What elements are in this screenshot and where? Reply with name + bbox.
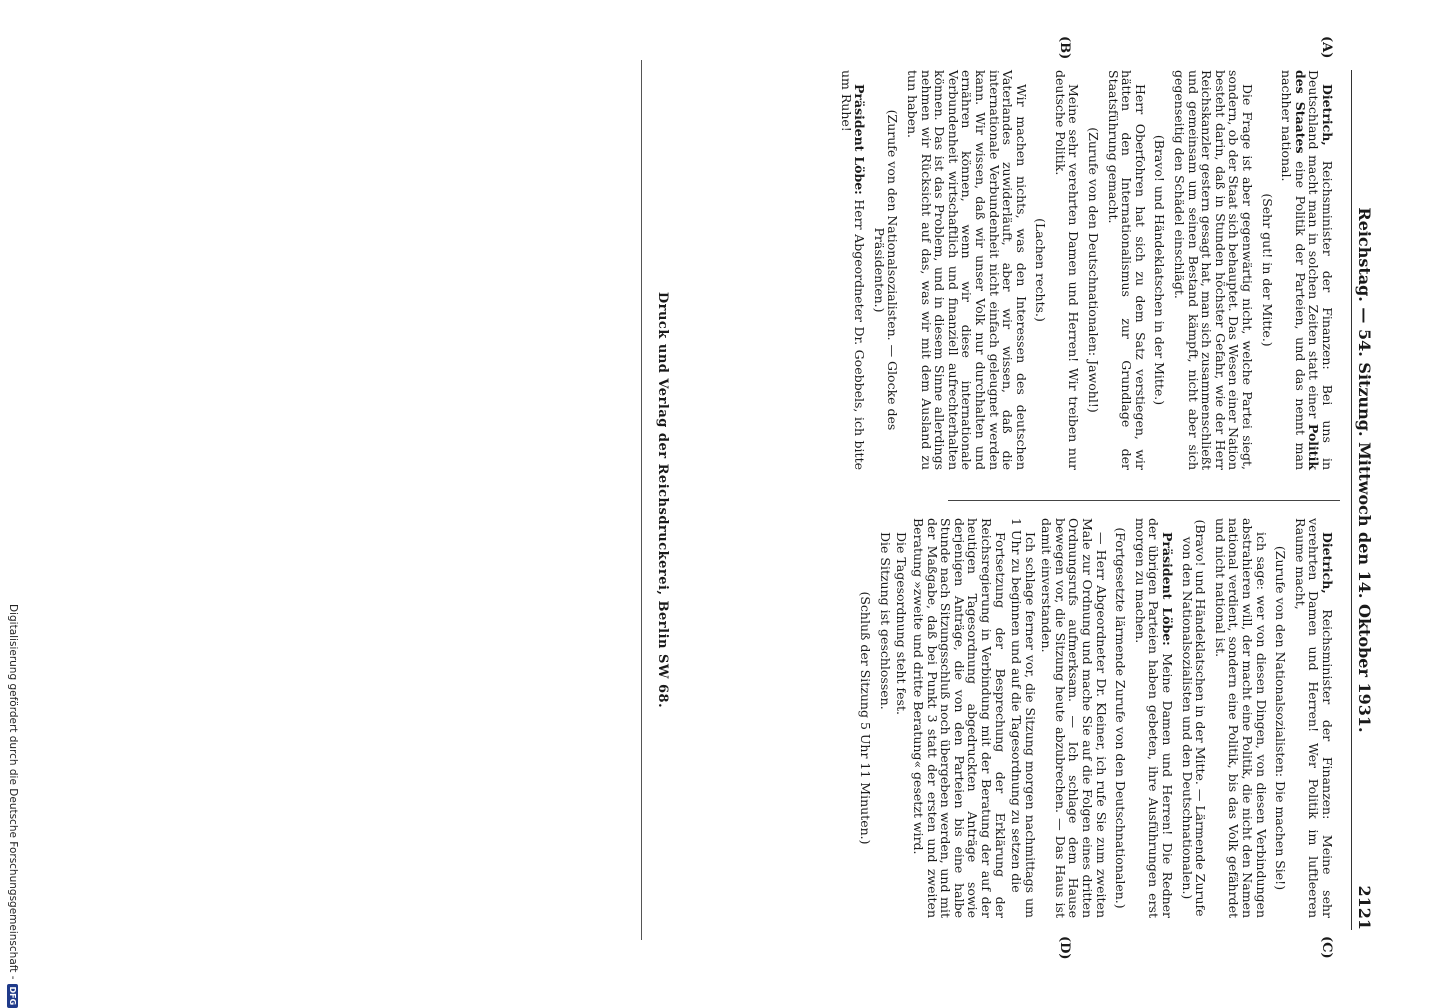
body-paragraph: — Herr Abgeordneter Dr. Kleiner, ich rufe Sie zum zweiten Male zur Ordnung und mache Sie auf die Folgen eines dritten Ordnungsrufs aufmerksam. — Ich schlage dem Hause bewegen vor, die Sitzung heute abzubrechen. — Das Haus ist damit einverstanden. <box>1039 518 1109 918</box>
margin-mark-c: (C) <box>1319 936 1334 959</box>
right-column <box>853 518 1334 918</box>
speech-text: eine Politik der Parteien, und das nennt man nachher national. <box>1279 70 1308 470</box>
left-column <box>836 70 1334 470</box>
speaker-name: Dietrich, <box>1320 532 1335 594</box>
page-number: 2121 <box>1355 885 1375 930</box>
margin-mark-b: (B) <box>1057 36 1072 60</box>
interjection: (Zurufe von den Nationalsozialisten: Die machen Sie!) <box>1273 545 1289 891</box>
margin-mark-d: (D) <box>1057 936 1072 960</box>
speaker-name: Präsident Löbe: <box>1160 532 1176 646</box>
emphasized-text: Politik des Staates <box>1292 70 1322 470</box>
body-paragraph: Die Tagesordnung steht fest. <box>894 532 910 715</box>
body-paragraph: Herr Oberfohren hat sich zu dem Satz verstiegen, wir hätten den Internationalismus zur Grundlage der Staatsführung gemacht. <box>1105 70 1148 470</box>
speech-text: Meine Damen und Herren! Die Redner der übrigen Parteien haben gebeten, ihre Ausführungen erst morgen zu machen. <box>1132 518 1176 918</box>
speech-paragraph <box>1293 518 1334 918</box>
speech-text: Reichsminister der Finanzen: Meine sehr verehrten Damen und Herren! Wer Politik im luftleeren Raume macht, <box>1292 518 1335 918</box>
interjection: (Zurufe von den Nationalsozialisten. — Glocke des Präsidenten.) <box>871 109 901 431</box>
digitization-credit <box>4 604 22 1006</box>
margin-mark-a: (A) <box>1319 36 1334 59</box>
interjection: (Bravo! und Händeklatschen in der Mitte. — Lärmende Zurufe von den Nationalsozialisten und den Deutschnationalen.) <box>1179 519 1209 917</box>
rotated-page-content <box>598 36 1378 960</box>
page-title: Reichstag. — 54. Sitzung. Mittwoch den 14. Oktober 1931. <box>1355 207 1375 733</box>
body-paragraph: Fortsetzung der Besprechung der Erklärung der Reichsregierung in Verbindung mit der Beratung der auf der heutigen Tagesordnung abgedruckten Anträge sowie derjenigen Anträge, die von den Parteien bis eine halbe Stunde nach Sitzungsschluß noch übergeben werden, und mit der Maßgabe, daß bei Punkt 3 statt der ersten und zweiten Beratung »zweite und dritte Beratung« gesetzt wird. <box>910 518 1008 918</box>
body-paragraph: Die Frage ist aber gegenwärtig nicht, welche Partei siegt, sondern, ob der Staat sich behauptet. Das Wesen einer Nation besteht darin, daß in Stunden höchster Gefahr, wie der Herr Reichskanzler gestern gesagt hat, man sich zusammenschließt und gemeinsam um seinen Bestand kämpft, nicht aber sich gegenseitig den Schädel einschlägt. <box>1172 70 1256 470</box>
interjection: (Fortgesetzte lärmende Zurufe von den Deutschnationalen.) <box>1113 527 1129 909</box>
column-divider <box>948 500 1340 501</box>
speaker-name: Dietrich, <box>1320 84 1335 146</box>
interjection: (Zurufe von den Deutschnationalen: Jawohl!) <box>1086 127 1102 413</box>
body-paragraph: Ich schlage ferner vor, die Sitzung morgen nachmittags um 1 Uhr zu beginnen und auf die Tagesordnung zu setzen die <box>1009 518 1038 918</box>
body-paragraph: ich sage: wer von diesen Dingen, von diesen Verbindungen abstrahieren will, der macht eine Politik, die nicht den Namen national verdient, sondern eine Politik, bis das Volk gefährdet und nicht national ist. <box>1212 518 1269 918</box>
body-paragraph: Meine sehr verehrten Damen und Herren! Wir treiben nur deutsche Politik. <box>1052 70 1082 470</box>
credit-text: Digitalisierung gefördert durch die Deutsche Forschungsgemeinschaft - <box>7 604 19 980</box>
dfg-logo: DFG <box>8 984 19 1008</box>
interjection: (Schluß der Sitzung 5 Uhr 11 Minuten.) <box>858 591 874 845</box>
interjection: (Bravo! und Händeklatschen in der Mitte.) <box>1152 134 1168 406</box>
speech-paragraph <box>839 70 866 470</box>
body-paragraph: Wir machen nichts, was den Interessen des deutschen Vaterlandes zuwiderläuft, aber wir wissen, daß die internationale Verbundenheit nicht einfach geleugnet werden kann. Wir wissen, daß wir unser Volk nur durchhalten und ernähren können, wenn wir diese internationale Verbundenheit wirtschaftlich und finanziell aufrechterhalten können. Das ist das Problem, und in diesem Sinne allerdings nehmen wir Rücksicht auf das, was wir mit dem Ausland zu tun haben. <box>904 70 1029 470</box>
speech-paragraph <box>1280 70 1334 470</box>
interjection: (Lachen rechts.) <box>1033 218 1049 322</box>
speech-text: Reichsminister der Finanzen: Bei uns in Deutschland macht man in solchen Zeiten statt einer <box>1306 70 1335 470</box>
page-header <box>1351 70 1378 930</box>
speech-paragraph <box>1133 518 1174 918</box>
footer-rule <box>641 60 642 940</box>
imprint-footer: Druck und Verlag der Reichsdruckerei, Berlin SW 68. <box>655 291 670 709</box>
body-paragraph: Die Sitzung ist geschlossen. <box>877 532 893 710</box>
interjection: (Sehr gut! in der Mitte.) <box>1259 193 1275 347</box>
speaker-name: Präsident Löbe: <box>852 84 868 195</box>
speech-text: Herr Abgeordneter Dr. Goebbels, ich bitte um Ruhe! <box>838 70 868 470</box>
